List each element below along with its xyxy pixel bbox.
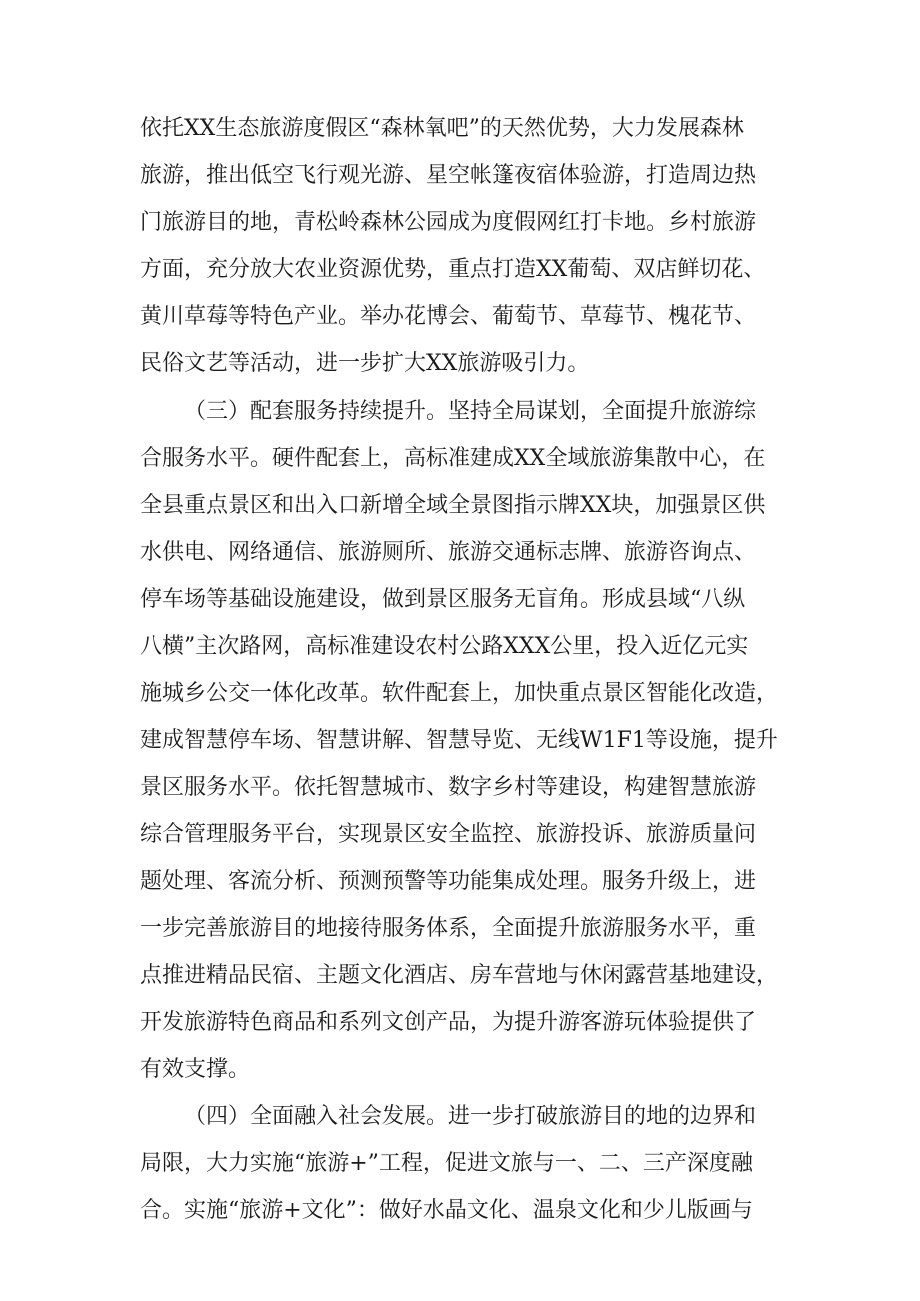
text-line: 依托XX生态旅游度假区“森林氧吧”的天然优势，大力发展森林 bbox=[140, 116, 744, 141]
text-line: 建成智慧停车场、智慧讲解、智慧导览、无线W1F1等设施，提升 bbox=[140, 728, 778, 753]
section-heading-line: （四）全面融入社会发展。进一步打破旅游目的地的边界和 bbox=[184, 1104, 757, 1129]
text-line: 全县重点景区和出入口新增全域全景图指示牌XX块，加强景区供 bbox=[140, 493, 766, 518]
text-line: 黄川草莓等特色产业。举办花博会、葡萄节、草莓节、槐花节、 bbox=[140, 304, 757, 329]
text-line: 综合管理服务平台，实现景区安全监控、旅游投诉、旅游质量问 bbox=[140, 822, 757, 847]
text-line: 开发旅游特色商品和系列文创产品，为提升游客游玩体验提供了 bbox=[140, 1010, 757, 1035]
text-line: 合。实施“旅游+文化”：做好水晶文化、温泉文化和少儿版画与 bbox=[140, 1198, 753, 1223]
text-line: 有效支撑。 bbox=[140, 1057, 251, 1082]
text-line: 题处理、客流分析、预测预警等功能集成处理。服务升级上，进 bbox=[140, 869, 757, 894]
text-line: 民俗文艺等活动，进一步扩大XX旅游吸引力。 bbox=[140, 351, 590, 376]
text-line: 旅游，推出低空飞行观光游、星空帐篷夜宿体验游，打造周边热 bbox=[140, 163, 757, 188]
text-line: 合服务水平。硬件配套上，高标准建成XX全域旅游集散中心，在 bbox=[140, 446, 766, 471]
text-line: 水供电、网络通信、旅游厕所、旅游交通标志牌、旅游咨询点、 bbox=[140, 540, 757, 565]
text-line: 施城乡公交一体化改革。软件配套上，加快重点景区智能化改造， bbox=[140, 681, 779, 706]
text-line: 点推进精品民宿、主题文化酒店、房车营地与休闲露营基地建设， bbox=[140, 963, 779, 988]
text-line: 景区服务水平。依托智慧城市、数字乡村等建设，构建智慧旅游 bbox=[140, 775, 757, 800]
text-line: 方面，充分放大农业资源优势，重点打造XX葡萄、双店鲜切花、 bbox=[140, 257, 766, 282]
section-heading-line: （三）配套服务持续提升。坚持全局谋划，全面提升旅游综 bbox=[184, 399, 757, 424]
text-line: 停车场等基础设施建设，做到景区服务无盲角。形成县域“八纵 bbox=[140, 587, 746, 612]
text-line: 一步完善旅游目的地接待服务体系，全面提升旅游服务水平，重 bbox=[140, 916, 757, 941]
text-line: 局限，大力实施“旅游+”工程，促进文旅与一、二、三产深度融 bbox=[140, 1151, 753, 1176]
text-line: 八横”主次路网，高标准建设农村公路XXX公里，投入近亿元实 bbox=[140, 634, 749, 659]
text-line: 门旅游目的地，青松岭森林公园成为度假网红打卡地。乡村旅游 bbox=[140, 210, 757, 235]
